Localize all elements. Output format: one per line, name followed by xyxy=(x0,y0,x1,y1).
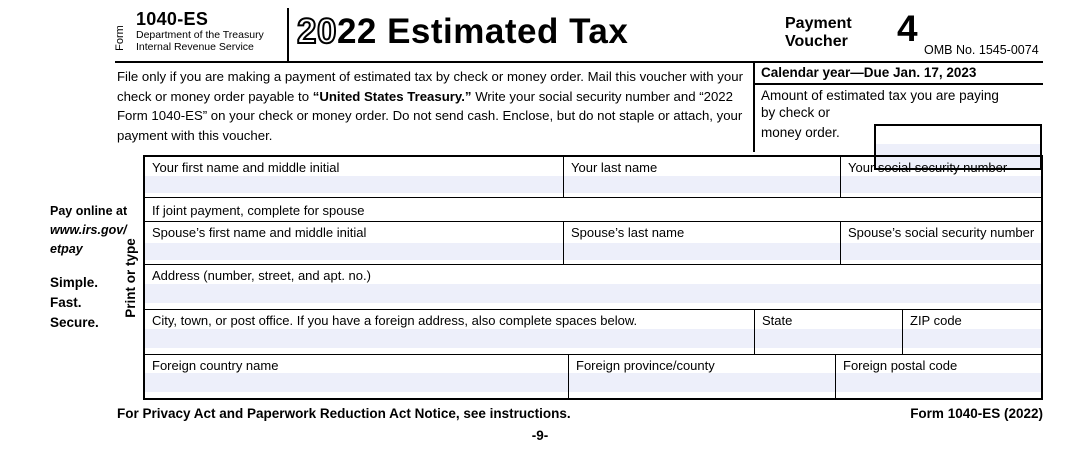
state-cell xyxy=(754,310,902,354)
spouse-ssn-cell xyxy=(840,222,1041,264)
first-name-input[interactable] xyxy=(145,176,563,193)
foreign-province-input[interactable] xyxy=(569,373,835,392)
ssn-label: Your social security number xyxy=(848,160,1008,175)
tagline-simple: Simple. xyxy=(50,275,99,290)
name-row xyxy=(145,157,1041,197)
zip-cell xyxy=(902,310,1041,354)
calendar-year-box xyxy=(753,63,1043,152)
state-label: State xyxy=(762,313,793,329)
foreign-province-cell xyxy=(568,355,835,398)
print-or-type-label: Print or type xyxy=(123,238,138,318)
irs-url-line2: etpay xyxy=(50,242,83,256)
foreign-country-cell xyxy=(145,355,568,398)
foreign-postal-cell xyxy=(835,355,1041,398)
page-number: -9- xyxy=(531,428,549,443)
foreign-country-input[interactable] xyxy=(145,373,568,392)
form-rotated-label: Form xyxy=(114,25,126,51)
foreign-country-label: Foreign country name xyxy=(152,357,279,373)
spouse-ssn-input[interactable] xyxy=(841,243,1041,260)
foreign-postal-label: Foreign postal code xyxy=(843,357,958,373)
last-name-input[interactable] xyxy=(564,176,840,193)
first-name-label: Your first name and middle initial xyxy=(152,160,340,175)
city-cell xyxy=(145,310,754,354)
spouse-name-row xyxy=(145,221,1041,264)
address-input[interactable] xyxy=(145,284,1041,303)
state-input[interactable] xyxy=(755,329,902,348)
spouse-last-name-label: Spouse’s last name xyxy=(571,225,685,241)
amount-area xyxy=(755,85,1043,150)
due-date-line: Calendar year—Due Jan. 17, 2023 xyxy=(755,63,1043,85)
form-id-footer: Form 1040-ES (2022) xyxy=(910,406,1043,421)
city-state-zip-row xyxy=(145,309,1041,354)
tagline-secure: Secure. xyxy=(50,315,99,330)
zip-label: ZIP code xyxy=(910,313,962,329)
address-row xyxy=(145,264,1041,310)
spouse-first-name-input[interactable] xyxy=(145,243,563,260)
amount-label-line3: money order. xyxy=(761,125,840,140)
form-number: 1040-ES xyxy=(136,9,209,29)
voucher-number: 4 xyxy=(897,8,918,49)
irs-url-line1: www.irs.gov/ xyxy=(50,223,127,237)
last-name-cell xyxy=(563,157,840,197)
foreign-province-label: Foreign province/county xyxy=(576,357,715,373)
pay-online-line: Pay online at xyxy=(50,204,128,218)
spouse-first-name-label: Spouse’s first name and middle initial xyxy=(152,225,367,241)
city-label: City, town, or post office. If you have a foreign address, also complete spaces below. xyxy=(152,313,638,329)
filing-instructions: File only if you are making a payment of estimated tax by check or money order. Mail this voucher with your check or money order payable to “United States Treasury.” Write your social security number and “2022 Form 1040-ES” on your check or money order. Do not send cash. Enclose, but do not staple or attach, your payment with this voucher. xyxy=(117,69,743,143)
foreign-row xyxy=(145,354,1041,398)
spouse-last-name-cell xyxy=(563,222,840,264)
city-input[interactable] xyxy=(145,329,754,348)
first-name-cell xyxy=(145,157,563,197)
joint-payment-row xyxy=(145,197,1041,222)
voucher-fields-table xyxy=(143,155,1043,400)
zip-input[interactable] xyxy=(903,329,1041,348)
last-name-label: Your last name xyxy=(571,160,658,175)
spouse-ssn-label: Spouse’s social security number xyxy=(848,225,1035,241)
address-cell xyxy=(145,265,1041,310)
omb-number: OMB No. 1545-0074 xyxy=(924,43,1039,57)
foreign-postal-input[interactable] xyxy=(836,373,1041,392)
form-title xyxy=(297,12,628,52)
amount-label-line1: Amount of estimated tax you are paying xyxy=(761,88,999,103)
joint-payment-note: If joint payment, complete for spouse xyxy=(152,202,365,218)
agency-line-2: Internal Revenue Service xyxy=(136,41,254,53)
spouse-first-name-cell xyxy=(145,222,563,264)
tagline-fast: Fast. xyxy=(50,295,82,310)
year-title-rest: 22 Estimated Tax xyxy=(336,12,629,51)
year-outline: 20 xyxy=(297,12,337,51)
agency-line-1: Department of the Treasury xyxy=(136,29,264,41)
ssn-input[interactable] xyxy=(841,176,1041,193)
spouse-last-name-input[interactable] xyxy=(564,243,840,260)
amount-label-line2: by check or xyxy=(761,105,831,120)
header-divider xyxy=(287,8,289,62)
ssn-cell xyxy=(840,157,1041,197)
privacy-act-notice: For Privacy Act and Paperwork Reduction Act Notice, see instructions. xyxy=(117,406,571,421)
address-label: Address (number, street, and apt. no.) xyxy=(152,267,371,283)
payment-voucher-label: Payment Voucher xyxy=(785,15,852,50)
treasury-bold-text: “United States Treasury.” xyxy=(312,88,472,104)
